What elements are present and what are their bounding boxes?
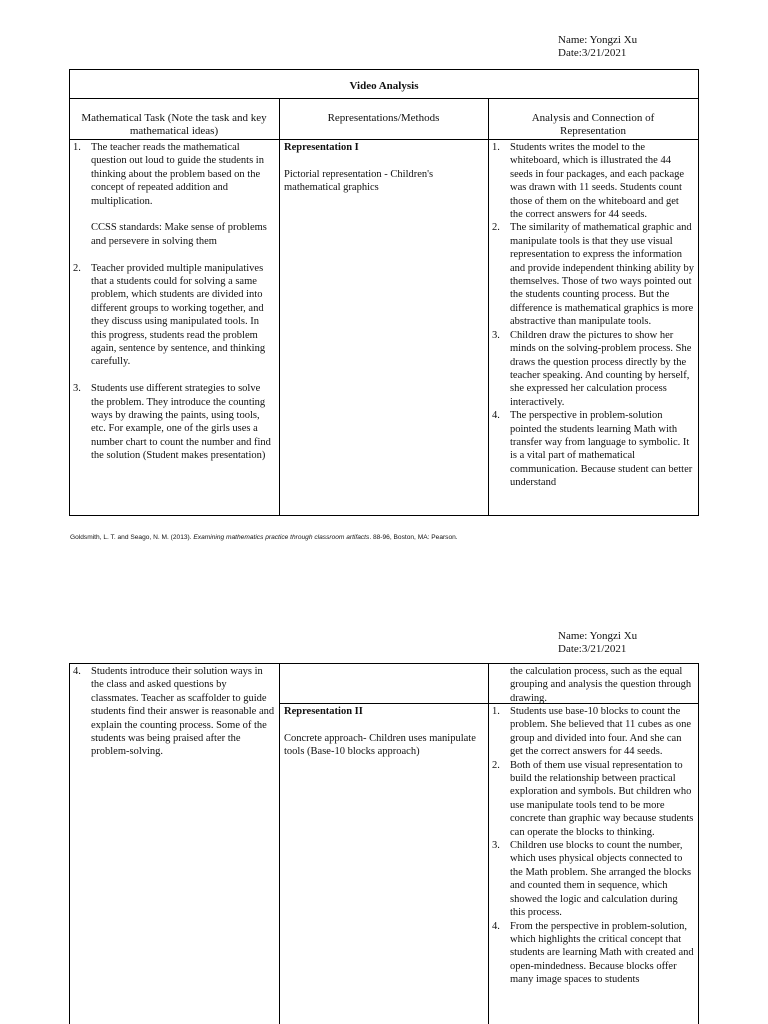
list-item: 1. The teacher reads the mathematical question out loud to guide the students in thinking about the problem based on the concept of repeated addition and multiplication. CCSS standards: Make sense of problems and persevere in solving them: [71, 141, 275, 262]
representation-description: Concrete approach- Children uses manipulate tools (Base-10 blocks approach): [284, 732, 476, 758]
ccss-standards-note: CCSS standards: Make sense of problems and persevere in solving them: [91, 222, 267, 247]
reference-citation: Goldsmith, L. T. and Seago, N. M. (2013). Examining mathematics practice through classroom artifacts. 88-96, Boston, MA: Pearson.: [70, 534, 458, 541]
mathematical-task-cell: [71, 665, 275, 759]
representation-title: Representation I: [284, 142, 359, 153]
representation-description: Pictorial representation - Children's mathematical graphics: [284, 168, 434, 194]
table-column-divider: [488, 663, 489, 1024]
table-divider: [69, 663, 699, 664]
representations-cell: [284, 705, 484, 759]
list-item: 2. Teacher provided multiple manipulatives that a students could for solving a same problem, which students are divided into different groups to working together, and they discuss using manipulated tools. In this progress, students read the problem again, sentence by sentence, and thinking carefully.: [73, 262, 266, 368]
column-header-representations: Representations/Methods: [327, 112, 440, 124]
analysis-continuation: the calculation process, such as the equal grouping and analysis the question through drawing.: [510, 666, 692, 704]
column-header-analysis: Analysis and Connection of Representation: [531, 112, 655, 138]
analysis-cell: [490, 141, 697, 515]
table-column-divider: [698, 663, 699, 1024]
table-column-divider: [488, 98, 489, 516]
list-item: 1. Students writes the model to the whiteboard, which is illustrated the 44 seeds in four packages, and each package was drawn with 11 seeds. Students count those of them on the whiteboard and get the correct answers for 44 seeds.: [492, 142, 685, 221]
table-divider: [69, 98, 699, 99]
list-item: 3. Children draw the pictures to show her minds on the solving-problem process. She draws the question process directly by the teacher speaking. And counting by herself, she expressed her calculation process interactively.: [492, 329, 692, 408]
list-item: 3. Children use blocks to count the number, which uses physical objects connected to the Math problem. She arranged the blocks and counted them in sequence, which showed the logic and calculation during this process.: [492, 840, 692, 919]
table-title: Video Analysis: [349, 80, 419, 92]
table-column-divider: [69, 663, 70, 1024]
list-item: 3. Students use different strategies to solve the problem. They introduce the counting ways by drawing the paints, using tools, etc. For example, one of the girls uses a number chart to count the number and find the solution (Student makes presentation): [73, 383, 271, 462]
list-item: 4. Students introduce their solution ways in the class and asked questions by classmates. Teacher as scaffolder to guide students find their answer is reasonable and explain the counting process. Some of the students was being praised after the problem-solving.: [73, 666, 275, 758]
table-divider: [69, 139, 699, 140]
assignment-date: Date:3/21/2021: [558, 643, 627, 656]
table-column-divider: [279, 98, 280, 516]
column-header-mathematical-task: Mathematical Task (Note the task and key mathematical ideas): [81, 112, 267, 138]
list-item: 2. Both of them use visual representation to build the relationship between practical exploration and symbols. But children who use manipulate tools tend to be more concrete than graphic way because students can operate the blocks to thinking.: [492, 759, 694, 838]
assignment-date: Date:3/21/2021: [558, 47, 627, 60]
mathematical-task-cell: [71, 141, 275, 463]
representations-cell: [284, 141, 484, 195]
analysis-cell: [490, 705, 697, 1024]
student-name: Name: Yongzi Xu: [558, 630, 638, 642]
representation-title: Representation II: [284, 706, 363, 717]
list-item: 1. Students use base-10 blocks to count the problem. She believed that 11 cubes as one group and divided into four. And she can get the correct answers for 44 seeds.: [492, 706, 691, 758]
list-item: 4. The perspective in problem-solution pointed the students learning Math with transfer way from language to symbolic. It is a vital part of mathematical communication. Because student can better understand: [492, 410, 693, 489]
list-item: 2. The similarity of mathematical graphic and manipulate tools is that they use visual representation to express the information and provide independent thinking ability by themselves. Those of two ways pointed out the students counting process. But the difference is mathematical graphics is more abstractive than manipulate tools.: [492, 222, 695, 328]
student-name: Name: Yongzi Xu: [558, 34, 638, 46]
page1-header: [558, 34, 637, 61]
list-item: 4. From the perspective in problem-solution, which highlights the critical concept that students are learning Math with created and open-mindedness. Because blocks offer many image spaces to students: [492, 920, 694, 986]
table-column-divider: [279, 663, 280, 1024]
page2-header: [558, 630, 637, 657]
